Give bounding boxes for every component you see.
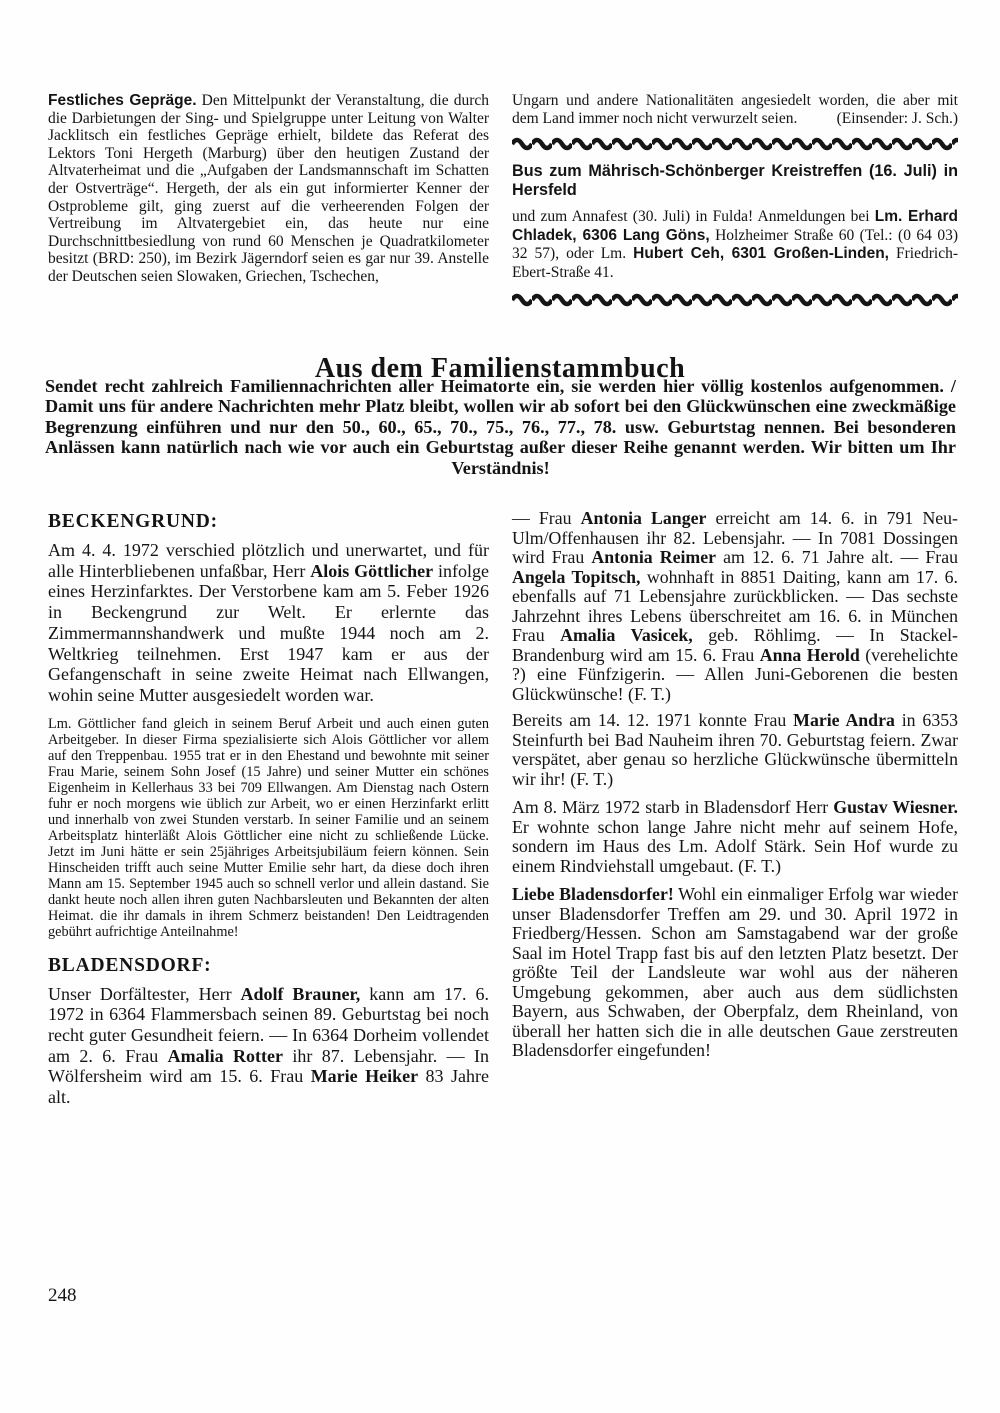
text-segment: und zum Annafest (30. Juli) in Fulda! Anmeldungen bei (512, 208, 875, 226)
text-segment: geb. Röhlimg. — In Stackel-Brandenburg wird am 15. 6. Frau (512, 625, 958, 665)
section-intro: Sendet recht zahlreich Familiennachrichten aller Heimatorte ein, sie werden hier völlig kostenlos aufgenommen. / Damit uns für andere Nachrichten mehr Platz bleibt, wollen wir ab sofort bei den Glückwünschen eine zweckmäßige Begrenzung einführen und nur den 50., 60., 65., 70., 75., 76., 77., 78. usw. Geburtstag nennen. Bei besonderen Anlässen kann natürlich nach wie vor auch ein Geburtstag außer dieser Reihe genannt werden. Wir bitten um Ihr Verständnis! (45, 376, 956, 478)
text-segment: Am 8. März 1972 starb in Bladensdorf Herr (512, 797, 834, 817)
treffen-report (512, 885, 958, 1061)
emphasized-name: Amalia Vasicek, (560, 625, 693, 645)
emphasized-name: Angela Topitsch, (512, 566, 641, 587)
column-right-bottom (512, 509, 958, 1068)
text-segment: Am 4. 4. 1972 verschied plötzlich und unerwartet, und für alle Hinterbliebenen unfaßbar, Herr (48, 540, 489, 581)
text-segment: erreicht am 14. 6. in 791 Neu-Ulm/Offenhausen ihr 82. Lebensjahr. — In 7081 Dossingen wird Frau (512, 508, 958, 567)
text-segment: wohnhaft in 8851 Daiting, kann am 17. 6. ebenfalls auf 71 Lebensjahre zurückblicken. — Das sechste Jahrzehnt ihres Lebens überschreitet am 16. 6. in München Frau (512, 566, 959, 645)
june-birthdays (512, 509, 958, 704)
text-segment: (verehelichte ?) eine Fünfzigerin. — Allen Juni-Geborenen die besten Glückwünsche! (F. T.) (512, 644, 958, 704)
emphasized-name: Hubert Ceh, 6301 Großen-Linden, (633, 245, 889, 263)
text-segment: infolge eines Herzinfarktes. Der Verstorbene kam am 5. Feber 1926 in Beckengrund zur Welt. Er erlernte das Zimmermannshandwerk und mußte 1944 noch am 2. Weltkrieg teilnehmen. Erst 1947 kam er aus der Gefangenschaft in seine zweite Heimat nach Ellwangen, wohin seine Mutter ausgesiedelt worden war. (48, 560, 489, 705)
text-segment: am 12. 6. 71 Jahre alt. — Frau (716, 547, 958, 567)
article-body: Den Mittelpunkt der Veranstaltung, die durch die Darbietungen der Sing- und Spielgruppe unter Leitung von Walter Jacklitsch ein festliches Gepräge erhielt, bildete das Referat des Lektors Toni Hergeth (Marburg) über den heutigen Zustand der Altvaterheimat und die „Aufgaben der Landsmannschaft im Schatten der Ostverträge“. Hergeth, der als ein gut informierter Kenner der Ostprobleme gilt, ging zuerst auf die verheerenden Folgen der Vertreibung im Altvatergebiet ein, das heute nur eine Durchschnittbesiedlung von rund 60 Menschen je Quadratkilometer besitzt (BRD: 250), im Bezirk Jägerndorf seien es gar nur 39. Anstelle der Deutschen seien Slowaken, Griechen, Tschechen, (48, 92, 490, 285)
emphasized-name: Marie Heiker (310, 1066, 419, 1087)
continuation-text: Ungarn und andere Nationalitäten angesiedelt worden, die aber mit dem Land immer noch nicht verwurzelt seien. (512, 92, 958, 127)
text-segment: kann am 17. 6. 1972 in 6364 Flammersbach seinen 89. Geburtstag bei noch recht guter Gesundheit feiern. — In 6364 Dorheim vollendet am 2. 6. Frau (48, 983, 489, 1066)
text-segment: 83 Jahre alt. (48, 1066, 489, 1108)
section-title: Aus dem Familienstammbuch (314, 352, 686, 384)
emphasized-name: Anna Herold (759, 644, 860, 665)
text-segment: Friedrich-Ebert-Straße 41. (512, 245, 959, 281)
text-segment: in 6353 Steinfurth bei Bad Nauheim ihren 70. Geburtstag feiern. Zwar verspätet, aber genau so herzliche Glückwünsche übermitteln wir ihr! (F. T.) (512, 710, 958, 789)
text-segment: Wohl ein einmaliger Erfolg war wieder unser Bladensdorfer Treffen am 29. und 30. April 1972 in Friedberg/Hessen. Schon am Samstagabend war der große Saal im Hotel Trapp fast bis auf den letzten Platz besetzt. Der größte Teil der Landsleute war wohl aus der näheren Umgebung gekommen, aber auch aus dem südlichsten Bayern, aus Schwaben, der Oberpfalz, dem Rheinland, von überall her hatten sich die in alle deutschen Gaue zerstreuten Bladensdorfer eingefunden! (512, 884, 958, 1060)
emphasized-name: Antonia Reimer (591, 547, 717, 567)
obituary-wiesner (512, 798, 958, 876)
text-segment: ihr 87. Lebensjahr. — In Wölfersheim wird am 15. 6. Frau (48, 1045, 489, 1087)
wavy-divider (512, 292, 958, 308)
article-continuation (512, 92, 958, 127)
column-left-top (48, 92, 489, 286)
text-segment: Unser Dorfältester, Herr (48, 983, 241, 1004)
emphasized-name: Adolf Brauner, (240, 983, 361, 1004)
text-segment: Bereits am 14. 12. 1971 konnte Frau (512, 710, 794, 730)
emphasized-name: Liebe Bladensdorfer! (512, 884, 674, 904)
emphasized-name: Marie Andra (793, 710, 895, 730)
place-heading-bladensdorf: BLADENSDORF: (48, 954, 212, 976)
emphasized-name: Antonia Langer (580, 508, 707, 528)
obituary-goettlicher (48, 540, 489, 706)
emphasized-name: Gustav Wiesner. (833, 797, 959, 817)
page-number: 248 (48, 1285, 77, 1306)
bus-notice-body (512, 208, 958, 282)
column-right-top (512, 92, 958, 318)
emphasized-name: Alois Göttlicher (310, 560, 434, 581)
place-heading-beckengrund: BECKENGRUND: (48, 511, 218, 532)
late-birthday-andra (512, 711, 958, 789)
submitter-byline: (Einsender: J. Sch.) (836, 109, 958, 127)
text-segment: — Frau (512, 508, 581, 528)
article-lead: Festliches Gepräge. (48, 92, 197, 109)
bladensdorf-birthdays (48, 984, 489, 1108)
wavy-divider (512, 136, 958, 152)
obituary-goettlicher-detail: Lm. Göttlicher fand gleich in seinem Beruf Arbeit und auch einen guten Arbeitgeber. In dieser Firma spezialisierte sich Alois Göttlicher vor allem auf den Treppenbau. 1955 trat er in den Ehestand und bewohnte mit seiner Frau Marie, seinem Sohn Josef (15 Jahre) und seiner Mutter ein schönes Eigenheim in Kellerhaus 33 bei 709 Ellwangen. Am Dienstag nach Ostern fuhr er noch morgens wie üblich zur Arbeit, wo er einen Herzinfarkt erlitt und innerhalb von zwei Stunden verstarb. In seiner Familie und an seinem Arbeitsplatz hinterläßt Alois Göttlicher eine nicht zu schließende Lücke. Jetzt im Juni hätte er sein 25jähriges Arbeitsjubiläum feiern können. Sein Hinscheiden trifft auch seine Mutter Emilie sehr hart, da diese doch ihren Mann am 15. September 1945 auch so schnell verlor und allein dastand. Sie dankt heute noch allen ihren guten Nachbarsleuten und Bekannten der alten Heimat. die ihr damals in ihrem Schmerz beistanden! Den Leidtragenden gebührt aufrichtige Anteilnahme! (48, 715, 489, 940)
article-festliches-gepraege (48, 92, 489, 286)
text-segment: Er wohnte schon lange Jahre nicht mehr auf seinem Hofe, sondern im Haus des Lm. Adolf Stärk. Sein Hof wurde zu einem Rindviehstall umgebaut. (F. T.) (512, 816, 958, 876)
emphasized-name: Amalia Rotter (167, 1045, 283, 1066)
bus-notice-heading: Bus zum Mährisch-Schönberger Kreistreffen (16. Juli) in Hersfeld (512, 162, 958, 200)
emphasized-name: Lm. Erhard Chladek, 6306 Lang Göns, (512, 208, 958, 244)
column-left-bottom (48, 511, 489, 1118)
text-segment: Holzheimer Straße 60 (Tel.: (0 64 03) 32 57), oder Lm. (512, 226, 959, 263)
